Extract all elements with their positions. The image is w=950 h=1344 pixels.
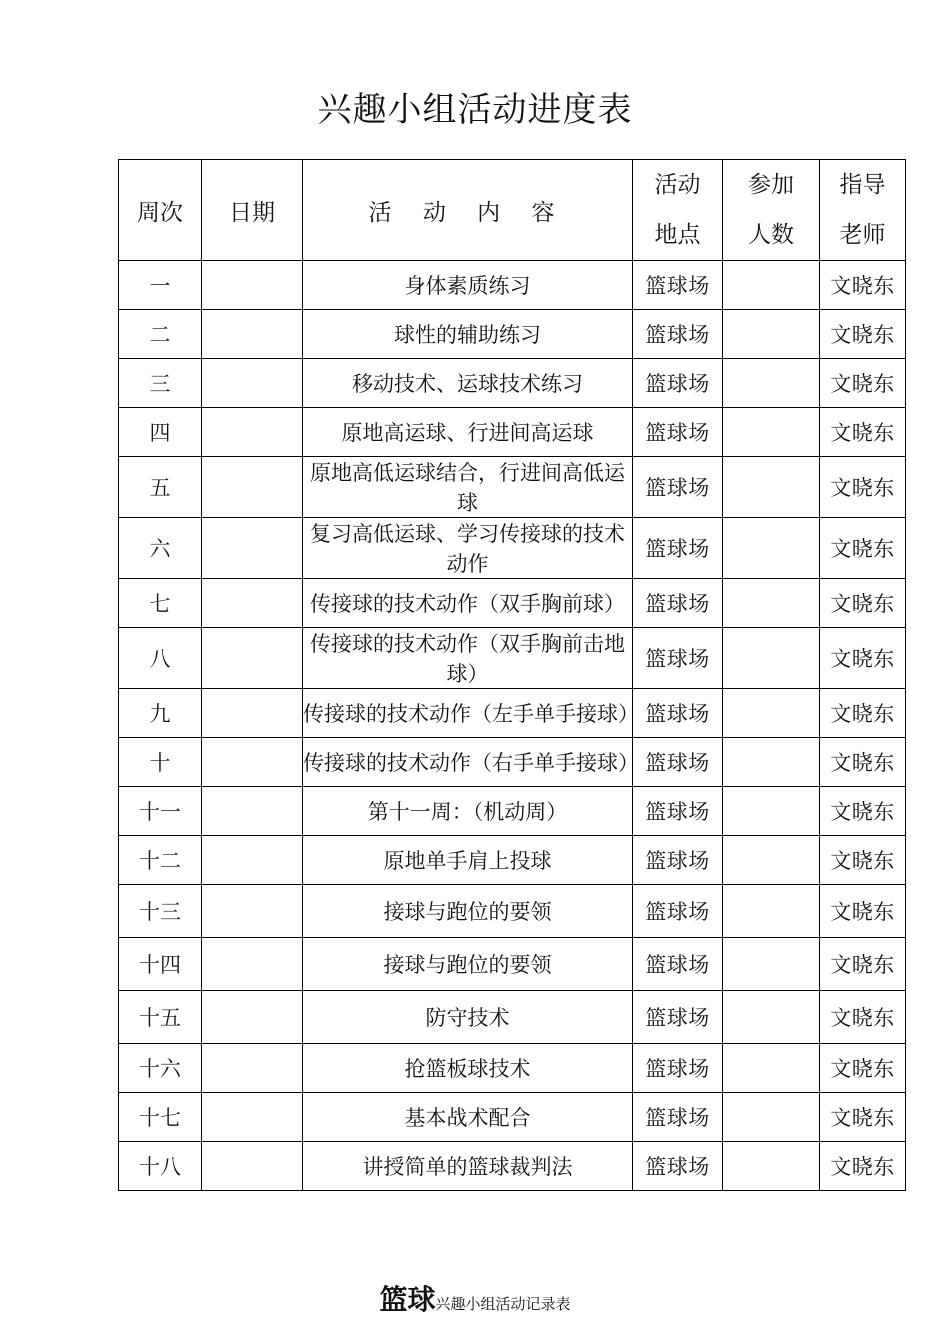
- footer-title-small: 兴趣小组活动记录表: [435, 1295, 571, 1313]
- cell-content: 接球与跑位的要领: [303, 938, 633, 991]
- cell-date: [202, 689, 303, 738]
- table-row: [119, 628, 906, 689]
- cell-date: [202, 885, 303, 938]
- cell-teacher: 文晓东: [820, 787, 906, 836]
- header-location: [633, 160, 723, 261]
- cell-location: 篮球场: [633, 689, 723, 738]
- cell-week: 二: [119, 310, 202, 359]
- cell-teacher: 文晓东: [820, 579, 906, 628]
- cell-location: 篮球场: [633, 787, 723, 836]
- table-body: [119, 261, 906, 1191]
- cell-week: 六: [119, 518, 202, 579]
- cell-teacher: 文晓东: [820, 359, 906, 408]
- table-row: [119, 938, 906, 991]
- header-date: 日期: [202, 160, 303, 261]
- table-row: [119, 310, 906, 359]
- cell-date: [202, 1142, 303, 1191]
- cell-teacher: 文晓东: [820, 408, 906, 457]
- cell-content: 抢篮板球技术: [303, 1044, 633, 1093]
- header-teacher: [820, 160, 906, 261]
- table-row: [119, 408, 906, 457]
- cell-date: [202, 457, 303, 518]
- header-participants-line2: 人数: [748, 222, 794, 248]
- cell-location: 篮球场: [633, 938, 723, 991]
- cell-date: [202, 836, 303, 885]
- header-teacher-line1: 指导: [839, 172, 886, 198]
- cell-week: 一: [119, 261, 202, 310]
- cell-content: 身体素质练习: [303, 261, 633, 310]
- cell-content: 传接球的技术动作（双手胸前击地球）: [303, 628, 633, 689]
- cell-content: 防守技术: [303, 991, 633, 1044]
- cell-content: 球性的辅助练习: [303, 310, 633, 359]
- cell-week: 九: [119, 689, 202, 738]
- cell-teacher: 文晓东: [820, 310, 906, 359]
- table-row: [119, 457, 906, 518]
- cell-participants: [723, 408, 820, 457]
- cell-week: 十四: [119, 938, 202, 991]
- header-content-label: 活 动 内 容: [368, 199, 567, 226]
- cell-content: 第十一周：（机动周）: [303, 787, 633, 836]
- table-row: [119, 689, 906, 738]
- cell-teacher: 文晓东: [820, 628, 906, 689]
- cell-participants: [723, 787, 820, 836]
- table-row: [119, 885, 906, 938]
- cell-location: 篮球场: [633, 579, 723, 628]
- cell-location: 篮球场: [633, 408, 723, 457]
- cell-teacher: 文晓东: [820, 457, 906, 518]
- schedule-table: [118, 159, 906, 1191]
- cell-participants: [723, 518, 820, 579]
- header-teacher-line2: 老师: [839, 222, 886, 248]
- cell-participants: [723, 991, 820, 1044]
- table-row: [119, 1093, 906, 1142]
- cell-participants: [723, 836, 820, 885]
- header-week: 周次: [119, 160, 202, 261]
- cell-date: [202, 261, 303, 310]
- cell-location: 篮球场: [633, 1044, 723, 1093]
- cell-content: 传接球的技术动作（左手单手接球）: [303, 689, 633, 738]
- cell-week: 十六: [119, 1044, 202, 1093]
- cell-location: 篮球场: [633, 738, 723, 787]
- cell-week: 八: [119, 628, 202, 689]
- page-title: 兴趣小组活动进度表: [317, 90, 633, 130]
- cell-content: 原地高运球、行进间高运球: [303, 408, 633, 457]
- table-row: [119, 738, 906, 787]
- cell-date: [202, 310, 303, 359]
- cell-participants: [723, 1142, 820, 1191]
- table-row: [119, 787, 906, 836]
- cell-participants: [723, 579, 820, 628]
- cell-participants: [723, 457, 820, 518]
- cell-date: [202, 991, 303, 1044]
- cell-week: 五: [119, 457, 202, 518]
- cell-location: 篮球场: [633, 518, 723, 579]
- cell-location: 篮球场: [633, 261, 723, 310]
- cell-participants: [723, 885, 820, 938]
- cell-teacher: 文晓东: [820, 738, 906, 787]
- cell-participants: [723, 738, 820, 787]
- header-location-line2: 地点: [654, 222, 701, 248]
- cell-location: 篮球场: [633, 359, 723, 408]
- cell-teacher: 文晓东: [820, 1093, 906, 1142]
- cell-location: 篮球场: [633, 1142, 723, 1191]
- cell-participants: [723, 359, 820, 408]
- cell-date: [202, 408, 303, 457]
- table-header-row: [119, 160, 906, 261]
- cell-week: 十八: [119, 1142, 202, 1191]
- cell-participants: [723, 628, 820, 689]
- cell-week: 十五: [119, 991, 202, 1044]
- cell-location: 篮球场: [633, 457, 723, 518]
- table-row: [119, 991, 906, 1044]
- cell-location: 篮球场: [633, 991, 723, 1044]
- cell-teacher: 文晓东: [820, 885, 906, 938]
- cell-week: 四: [119, 408, 202, 457]
- cell-participants: [723, 689, 820, 738]
- cell-teacher: 文晓东: [820, 518, 906, 579]
- table-row: [119, 579, 906, 628]
- cell-week: 十三: [119, 885, 202, 938]
- cell-date: [202, 1044, 303, 1093]
- cell-week: 十七: [119, 1093, 202, 1142]
- cell-week: 七: [119, 579, 202, 628]
- header-participants: [723, 160, 820, 261]
- cell-location: 篮球场: [633, 628, 723, 689]
- cell-date: [202, 359, 303, 408]
- table-row: [119, 1044, 906, 1093]
- table-row: [119, 261, 906, 310]
- cell-content: 讲授简单的篮球裁判法: [303, 1142, 633, 1191]
- cell-date: [202, 738, 303, 787]
- cell-location: 篮球场: [633, 885, 723, 938]
- cell-content: 传接球的技术动作（双手胸前球）: [303, 579, 633, 628]
- cell-content: 接球与跑位的要领: [303, 885, 633, 938]
- cell-participants: [723, 261, 820, 310]
- header-participants-line1: 参加: [748, 172, 794, 198]
- cell-content: 原地高低运球结合，行进间高低运球: [303, 457, 633, 518]
- cell-location: 篮球场: [633, 836, 723, 885]
- cell-week: 十一: [119, 787, 202, 836]
- cell-participants: [723, 938, 820, 991]
- cell-week: 三: [119, 359, 202, 408]
- cell-teacher: 文晓东: [820, 938, 906, 991]
- header-location-line1: 活动: [654, 172, 701, 198]
- cell-teacher: 文晓东: [820, 689, 906, 738]
- cell-location: 篮球场: [633, 1093, 723, 1142]
- header-content: [303, 160, 633, 261]
- cell-content: 移动技术、运球技术练习: [303, 359, 633, 408]
- table-row: [119, 1142, 906, 1191]
- table-row: [119, 836, 906, 885]
- cell-content: 复习高低运球、学习传接球的技术动作: [303, 518, 633, 579]
- cell-content: 原地单手肩上投球: [303, 836, 633, 885]
- cell-date: [202, 938, 303, 991]
- cell-teacher: 文晓东: [820, 1044, 906, 1093]
- table-row: [119, 359, 906, 408]
- cell-content: 基本战术配合: [303, 1093, 633, 1142]
- cell-location: 篮球场: [633, 310, 723, 359]
- cell-teacher: 文晓东: [820, 836, 906, 885]
- cell-teacher: 文晓东: [820, 261, 906, 310]
- cell-participants: [723, 1093, 820, 1142]
- table-row: [119, 518, 906, 579]
- cell-teacher: 文晓东: [820, 991, 906, 1044]
- cell-date: [202, 787, 303, 836]
- cell-teacher: 文晓东: [820, 1142, 906, 1191]
- cell-date: [202, 579, 303, 628]
- cell-date: [202, 628, 303, 689]
- cell-week: 十二: [119, 836, 202, 885]
- cell-content: 传接球的技术动作（右手单手接球）: [303, 738, 633, 787]
- cell-participants: [723, 310, 820, 359]
- footer-title-big: 篮球: [379, 1283, 436, 1316]
- cell-participants: [723, 1044, 820, 1093]
- cell-week: 十: [119, 738, 202, 787]
- cell-date: [202, 1093, 303, 1142]
- cell-date: [202, 518, 303, 579]
- footer-caption: [0, 1282, 950, 1322]
